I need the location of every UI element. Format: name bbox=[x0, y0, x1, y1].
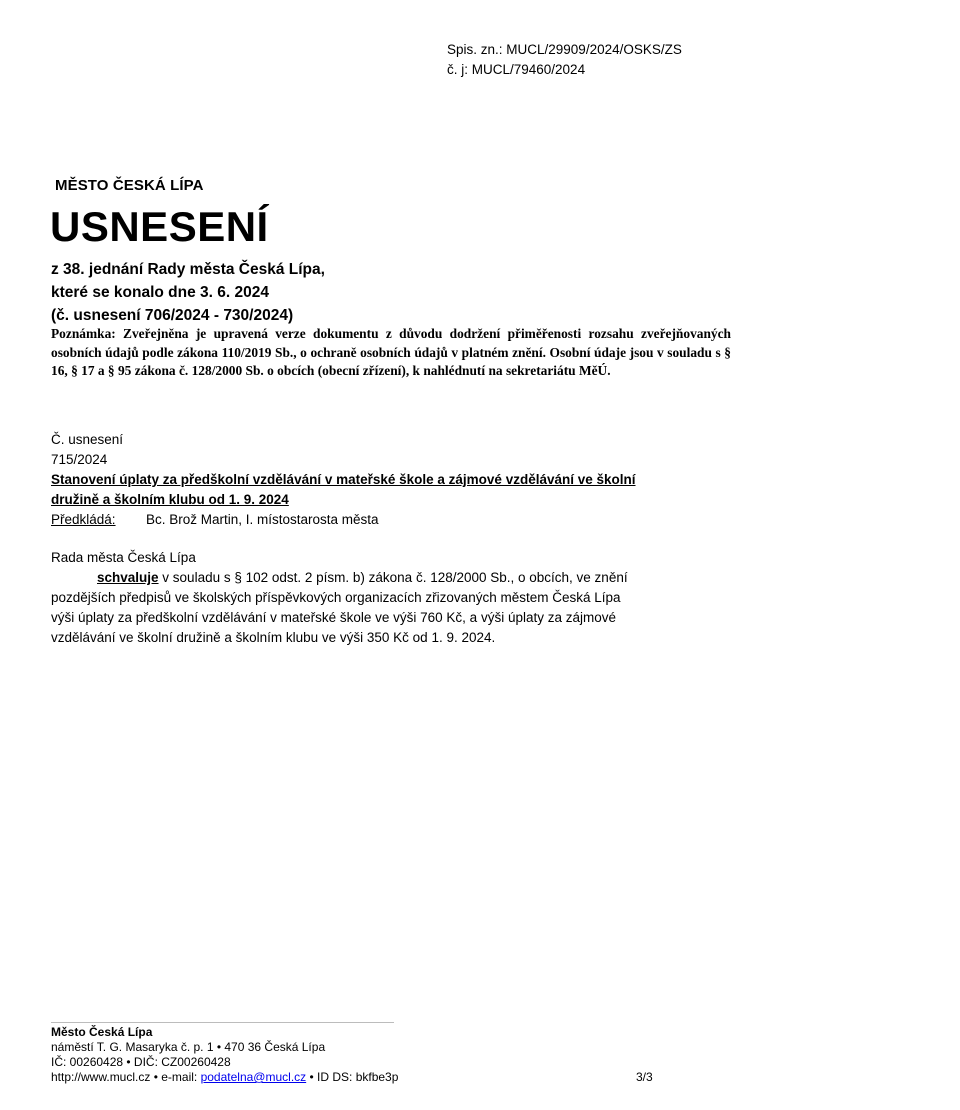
footer-divider bbox=[51, 1022, 394, 1023]
spis-zn: Spis. zn.: MUCL/29909/2024/OSKS/ZS bbox=[447, 42, 682, 57]
resolution-number: 715/2024 bbox=[51, 452, 108, 467]
decision-text-line: pozdějších předpisů ve školských příspěvkových organizacích zřizovaných městem Česká Lípa bbox=[51, 590, 621, 605]
organization-name: MĚSTO ČESKÁ LÍPA bbox=[55, 177, 204, 194]
meeting-line: které se konalo dne 3. 6. 2024 bbox=[51, 284, 269, 301]
footer-web: http://www.mucl.cz • e-mail: bbox=[51, 1070, 201, 1084]
privacy-note: Poznámka: Zveřejněna je upravená verze dokumentu z důvodu dodržení přiměřenosti rozsahu zveřejňovaných osobních údajů podle zákona 110/2019 Sb., o ochraně osobních údajů v platném znění. Osobní údaje jsou v souladu s § 16, § 17 a § 95 zákona č. 128/2000 Sb. o obcích (obecní zřízení), k nahlédnutí na sekretariátu MěÚ. bbox=[51, 326, 731, 378]
resolution-title-line: Stanovení úplaty za předškolní vzdělávání v mateřské škole a zájmové vzdělávání ve školní bbox=[51, 472, 636, 487]
decision-body-name: Rada města Česká Lípa bbox=[51, 550, 196, 565]
decision-text: v souladu s § 102 odst. 2 písm. b) zákona č. 128/2000 Sb., o obcích, ve znění bbox=[158, 570, 628, 585]
presenter-label: Předkládá: bbox=[51, 512, 116, 527]
meeting-info bbox=[51, 258, 325, 327]
presenter-name: Bc. Brož Martin, I. místostarosta města bbox=[146, 512, 379, 527]
page-number: 3/3 bbox=[636, 1070, 653, 1084]
footer-address: náměstí T. G. Masaryka č. p. 1 • 470 36 Česká Lípa bbox=[51, 1040, 326, 1054]
meeting-line: (č. usnesení 706/2024 - 730/2024) bbox=[51, 307, 294, 324]
resolution-title-line: družině a školním klubu od 1. 9. 2024 bbox=[51, 492, 289, 507]
resolution-block bbox=[51, 430, 691, 530]
presenter-row bbox=[51, 510, 691, 530]
decision-block bbox=[51, 548, 671, 648]
decision-verb: schvaluje bbox=[97, 570, 159, 585]
footer-email-link[interactable]: podatelna@mucl.cz bbox=[200, 1070, 307, 1084]
cj-number: č. j: MUCL/79460/2024 bbox=[447, 62, 586, 77]
decision-first-line bbox=[51, 568, 671, 588]
reference-block bbox=[447, 40, 682, 80]
decision-text-line: výši úplaty za předškolní vzdělávání v mateřské škole ve výši 760 Kč, a výši úplaty za zájmové bbox=[51, 610, 616, 625]
resolution-number-label: Č. usnesení bbox=[51, 432, 124, 447]
footer-ids: IČ: 00260428 • DIČ: CZ00260428 bbox=[51, 1055, 231, 1069]
document-title: USNESENÍ bbox=[50, 203, 269, 250]
footer bbox=[51, 1025, 671, 1085]
decision-text-line: vzdělávání ve školní družině a školním klubu ve výši 350 Kč od 1. 9. 2024. bbox=[51, 630, 496, 645]
resolution-title bbox=[51, 470, 691, 510]
footer-ds: • ID DS: bkfbe3p bbox=[306, 1070, 399, 1084]
footer-contact bbox=[51, 1070, 671, 1085]
footer-org-name: Město Česká Lípa bbox=[51, 1025, 153, 1039]
meeting-line: z 38. jednání Rady města Česká Lípa, bbox=[51, 261, 325, 278]
